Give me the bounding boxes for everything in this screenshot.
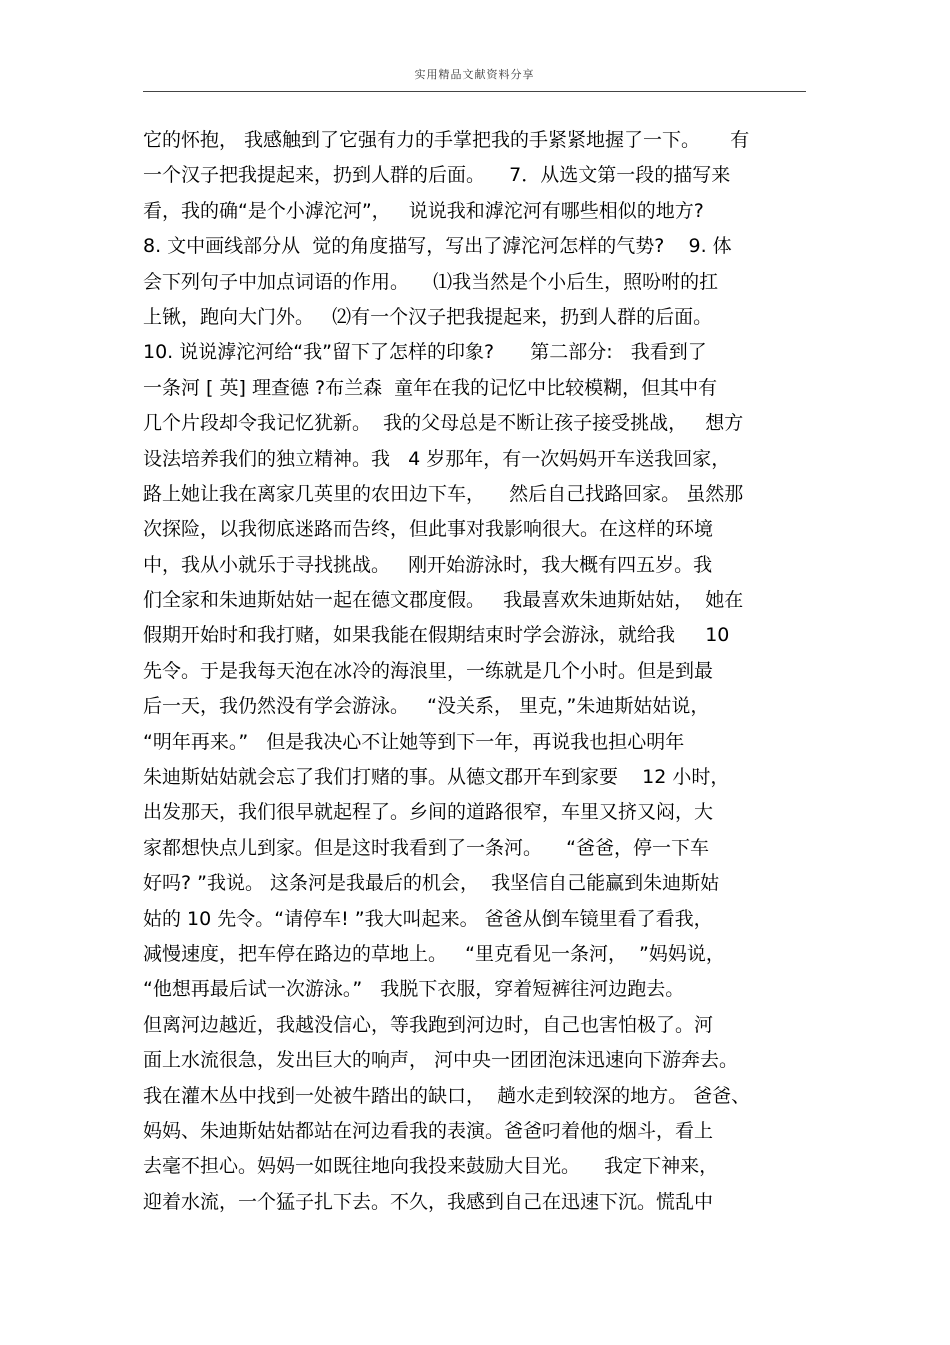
text-line: “明年再来。” 但是我决心不让她等到下一年，再说我也担心明年	[143, 730, 685, 753]
text-line: 我在灌木丛中找到一处被牛踏出的缺口， 趟水走到较深的地方。 爸爸、	[143, 1084, 751, 1107]
text-line: 次探险，以我彻底迷路而告终，但此事对我影响很大。在这样的环境	[143, 518, 714, 541]
text-line: 一条河 [ 英] 理查德 ?布兰森 童年在我的记忆中比较模糊，但其中有	[143, 376, 718, 399]
text-line: “他想再最后试一次游泳。” 我脱下衣服，穿着短裤往河边跑去。	[143, 978, 685, 1001]
text-line: 中，我从小就乐于寻找挑战。 刚开始游泳时，我大概有四五岁。我	[143, 553, 713, 576]
text-line: 家都想快点儿到家。但是这时我看到了一条河。 “爸爸，停一下车	[143, 836, 710, 859]
text-line: 去毫不担心。妈妈一如既往地向我投来鼓励大目光。 我定下神来，	[143, 1155, 719, 1178]
text-line: 10. 说说滹沱河给“我”留下了怎样的印象? 第二部分: 我看到了	[143, 341, 707, 364]
document-body	[143, 123, 813, 1220]
text-line: 看，我的确“是个小滹沱河”， 说说我和滹沱河有哪些相似的地方?	[143, 199, 704, 222]
text-line: 一个汉子把我提起来，扔到人群的后面。 7．从选文第一段的描写来	[143, 164, 731, 187]
header-divider	[143, 91, 806, 92]
text-line: 出发那天，我们很早就起程了。乡间的道路很窄，车里又挤又闷，大	[143, 801, 714, 824]
text-line: 们全家和朱迪斯姑姑一起在德文郡度假。 我最喜欢朱迪斯姑姑， 她在	[143, 589, 744, 612]
text-line: 后一天，我仍然没有学会游泳。 “没关系， 里克，”朱迪斯姑姑说，	[143, 695, 710, 718]
text-line: 几个片段却令我记忆犹新。 我的父母总是不断让孩子接受挑战， 想方	[143, 412, 744, 435]
page-header: 实用精品文献资料分享	[414, 68, 535, 81]
text-line: 朱迪斯姑姑就会忘了我们打赌的事。从德文郡开车到家要 12 小时，	[143, 766, 730, 789]
text-line: 但离河边越近，我越没信心，等我跑到河边时，自己也害怕极了。河	[143, 1013, 714, 1036]
text-line: 妈妈、朱迪斯姑姑都站在河边看我的表演。爸爸叼着他的烟斗，看上	[143, 1119, 714, 1142]
text-line: 它的怀抱， 我感触到了它强有力的手掌把我的手紧紧地握了一下。 有	[143, 129, 750, 151]
text-line: 先令。于是我每天泡在冰冷的海浪里，一练就是几个小时。但是到最	[143, 659, 714, 682]
text-line: 路上她让我在离家几英里的农田边下车， 然后自己找路回家。 虽然那	[143, 482, 744, 505]
text-line: 减慢速度，把车停在路边的草地上。 “里克看见一条河， ”妈妈说，	[143, 942, 725, 965]
text-line: 会下列句子中加点词语的作用。 ⑴我当然是个小后生，照吩咐的扛	[143, 270, 719, 293]
text-line: 好吗? ”我说。 这条河是我最后的机会， 我坚信自己能赢到朱迪斯姑	[143, 872, 720, 895]
text-line: 姑的 10 先令。“请停车! ”我大叫起来。 爸爸从倒车镜里看了看我，	[143, 907, 713, 930]
text-line: 假期开始时和我打赌，如果我能在假期结束时学会游泳，就给我 10	[143, 624, 730, 647]
text-line: 迎着水流，一个猛子扎下去。不久，我感到自己在迅速下沉。慌乱中	[143, 1190, 714, 1213]
text-line: 上锹，跑向大门外。 ⑵有一个汉子把我提起来，扔到人群的后面。	[143, 305, 713, 328]
text-line: 8. 文中画线部分从 觉的角度描写，写出了滹沱河怎样的气势? 9. 体	[143, 235, 732, 258]
text-line: 设法培养我们的独立精神。我 4 岁那年，有一次妈妈开车送我回家，	[143, 447, 731, 470]
text-line: 面上水流很急，发出巨大的响声， 河中央一团团泡沫迅速向下游奔去。	[143, 1049, 739, 1072]
